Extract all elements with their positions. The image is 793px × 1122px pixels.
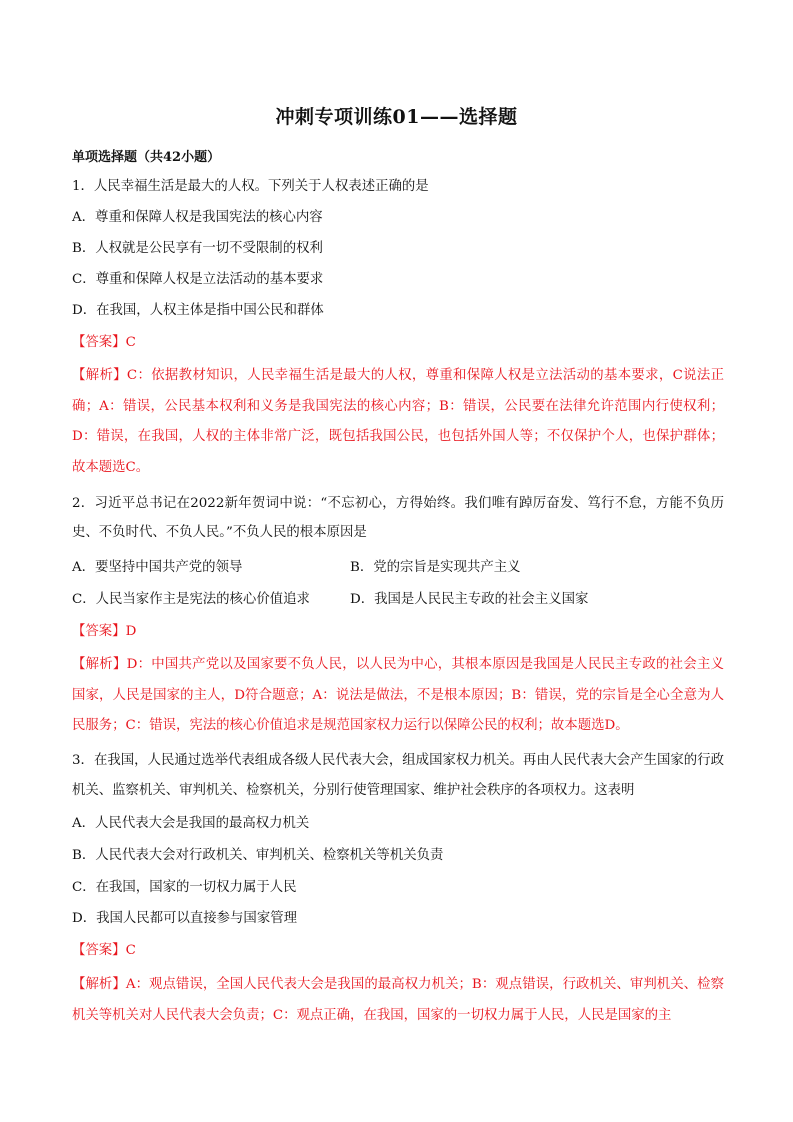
- question-1-explanation: [72, 361, 724, 483]
- question-1-answer: [72, 331, 136, 350]
- answer-value: D: [125, 624, 137, 639]
- question-2-answer: [72, 620, 136, 639]
- answer-value: C: [125, 943, 136, 958]
- answer-tag: 【答案】: [72, 624, 126, 639]
- question-1-option-b: B．人权就是公民享有一切不受限制的权利: [72, 241, 323, 256]
- answer-tag: 【答案】: [72, 943, 126, 958]
- question-1-option-a: A．尊重和保障人权是我国宪法的核心内容: [72, 210, 323, 225]
- question-3-stem: 3．在我国，人民通过选举代表组成各级人民代表大会，组成国家权力机关。再由人民代表大会产生国家的行政机关、监察机关、审判机关、检察机关，分别行使管理国家、维护社会秩序的各项权力。这表明: [72, 753, 724, 798]
- explanation-text: C：依据教材知识，人民幸福生活是最大的人权，尊重和保障人权是立法活动的基本要求，C说法正确；A：错误，公民基本权利和义务是我国宪法的核心内容；B：错误，公民要在法律允许范围内行使权利；D：错误，在我国，人权的主体非常广泛，既包括我国公民，也包括外国人等；不仅保护个人，也保护群体；故本题选C。: [72, 368, 724, 475]
- question-3-option-d: D．我国人民都可以直接参与国家管理: [72, 911, 297, 926]
- page-title: 冲刺专项训练01——选择题: [275, 106, 518, 128]
- question-3-explanation: [72, 970, 724, 1031]
- question-2-stem: 2．习近平总书记在2022新年贺词中说：“不忘初心，方得始终。我们唯有踔厉奋发、笃行不怠，方能不负历史、不负时代、不负人民。”不负人民的根本原因是: [72, 496, 724, 540]
- explanation-text: A：观点错误，全国人民代表大会是我国的最高权力机关；B：观点错误，行政机关、审判机关、检察机关等机关对人民代表大会负责；C：观点正确，在我国，国家的一切权力属于人民，人民是国家的主: [72, 977, 724, 1023]
- question-2-option-d: D．我国是人民民主专政的社会主义国家: [350, 592, 589, 607]
- answer-tag: 【答案】: [72, 335, 126, 350]
- answer-value: C: [125, 335, 136, 350]
- question-3-option-a: A．人民代表大会是我国的最高权力机关: [72, 816, 310, 831]
- explain-tag: 【解析】: [72, 368, 127, 383]
- question-3-answer: [72, 939, 136, 958]
- explanation-text: D：中国共产党以及国家要不负人民，以人民为中心，其根本原因是我国是人民民主专政的社会主义国家，人民是国家的主人，D符合题意；A：说法是做法，不是根本原因；B：错误，党的宗旨是全心全意为人民服务；C：错误，宪法的核心价值追求是规范国家权力运行以保障公民的权利；故本题选D。: [72, 657, 725, 733]
- explain-tag: 【解析】: [72, 657, 127, 672]
- question-1-option-c: C．尊重和保障人权是立法活动的基本要求: [72, 272, 324, 287]
- question-2-option-a: A．要坚持中国共产党的领导: [72, 560, 243, 575]
- question-1-option-d: D．在我国，人权主体是指中国公民和群体: [72, 303, 324, 318]
- question-2-option-b: B．党的宗旨是实现共产主义: [350, 560, 521, 575]
- question-1-stem: 1．人民幸福生活是最大的人权。下列关于人权表述正确的是: [72, 179, 429, 194]
- question-3-option-b: B．人民代表大会对行政机关、审判机关、检察机关等机关负责: [72, 848, 444, 863]
- section-heading: 单项选择题（共42小题）: [72, 150, 221, 165]
- question-2-explanation: [72, 650, 724, 742]
- question-3-option-c: C．在我国，国家的一切权力属于人民: [72, 880, 297, 895]
- explain-tag: 【解析】: [72, 977, 126, 992]
- question-2-option-c: C．人民当家作主是宪法的核心价值追求: [72, 592, 310, 607]
